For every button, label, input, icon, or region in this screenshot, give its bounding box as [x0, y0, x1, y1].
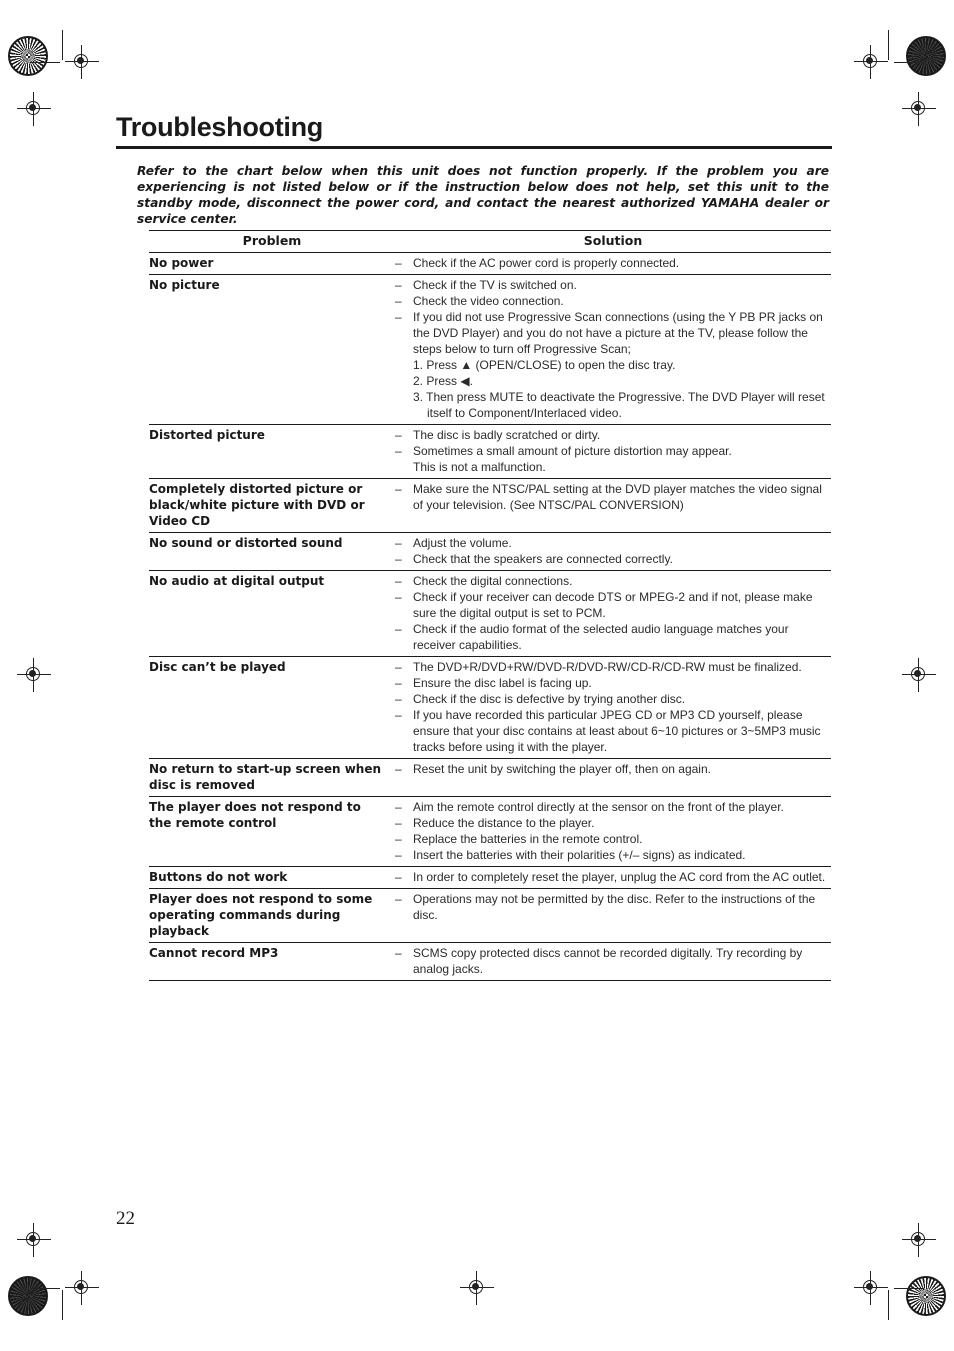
crop-line	[30, 62, 60, 63]
intro-paragraph: Refer to the chart below when this unit does not function properly. If the problem you are experiencing is not listed below or if the instruction below does not help, set this unit to the standby mode, disconnect the power cord, and contact the nearest authorized YAMAHA dealer or service center.	[137, 164, 829, 226]
solution-item	[395, 357, 831, 373]
solution-item	[395, 293, 831, 309]
table-row	[149, 867, 831, 889]
crop-line	[894, 62, 924, 63]
solution-list	[395, 255, 831, 271]
crosshair-registration-icon	[65, 1271, 99, 1305]
solution-item	[395, 847, 831, 863]
solution-list	[395, 945, 831, 977]
dash-bullet-icon: –	[395, 708, 402, 722]
dash-bullet-icon: –	[395, 552, 402, 566]
crosshair-registration-icon	[854, 45, 888, 79]
solution-text: SCMS copy protected discs cannot be recorded digitally. Try recording by analog jacks.	[413, 946, 803, 976]
problem-cell: No sound or distorted sound	[149, 533, 395, 571]
solution-item	[395, 815, 831, 831]
troubleshooting-table	[149, 230, 831, 981]
dash-bullet-icon: –	[395, 800, 402, 814]
dash-bullet-icon: –	[395, 622, 402, 636]
solution-list	[395, 869, 831, 885]
page-number: 22	[116, 1208, 135, 1229]
solution-item	[395, 255, 831, 271]
solution-text: Reduce the distance to the player.	[413, 816, 595, 830]
crosshair-registration-icon	[902, 658, 936, 692]
starburst-registration-icon	[906, 1276, 946, 1316]
dash-bullet-icon: –	[395, 574, 402, 588]
solution-list	[395, 573, 831, 653]
solution-text: The DVD+R/DVD+RW/DVD-R/DVD-RW/CD-R/CD-RW must be finalized.	[413, 660, 802, 674]
title-rule	[116, 146, 832, 149]
starburst-registration-icon	[906, 36, 946, 76]
solution-text: Check if the audio format of the selected audio language matches your receiver capabilities.	[413, 622, 789, 652]
solution-cell	[395, 425, 831, 479]
crop-line	[30, 1288, 60, 1289]
solution-text: Insert the batteries with their polarities (+/– signs) as indicated.	[413, 848, 746, 862]
solution-list	[395, 481, 831, 513]
solution-text: Replace the batteries in the remote control.	[413, 832, 643, 846]
dash-bullet-icon: –	[395, 816, 402, 830]
table-row	[149, 571, 831, 657]
table-row	[149, 479, 831, 533]
dash-bullet-icon: –	[395, 278, 402, 292]
starburst-registration-icon	[8, 1276, 48, 1316]
solution-text: If you did not use Progressive Scan connections (using the Y PB PR jacks on the DVD Player) and you do not have a picture at the TV, please follow the steps below to turn off Progressive Scan;	[413, 310, 823, 356]
dash-bullet-icon: –	[395, 676, 402, 690]
solution-item	[395, 535, 831, 551]
solution-text: Operations may not be permitted by the disc. Refer to the instructions of the disc.	[413, 892, 816, 922]
solution-item	[395, 869, 831, 885]
crop-line	[894, 1288, 924, 1289]
solution-item	[395, 831, 831, 847]
dash-bullet-icon: –	[395, 692, 402, 706]
dash-bullet-icon: –	[395, 660, 402, 674]
problem-cell: No return to start-up screen when disc is removed	[149, 759, 395, 797]
dash-bullet-icon: –	[395, 536, 402, 550]
solution-text: The disc is badly scratched or dirty.	[413, 428, 601, 442]
crosshair-registration-icon	[17, 658, 51, 692]
dash-bullet-icon: –	[395, 870, 402, 884]
solution-text: Sometimes a small amount of picture distortion may appear.	[413, 444, 732, 458]
solution-item	[395, 309, 831, 357]
solution-cell	[395, 867, 831, 889]
page-title: Troubleshooting	[116, 112, 323, 142]
solution-text: Check the digital connections.	[413, 574, 573, 588]
solution-item	[395, 761, 831, 777]
crosshair-registration-icon	[902, 1223, 936, 1257]
solution-item	[395, 373, 831, 389]
solution-list	[395, 891, 831, 923]
solution-text: Reset the unit by switching the player off, then on again.	[413, 762, 711, 776]
solution-item	[395, 891, 831, 923]
crosshair-registration-icon	[65, 45, 99, 79]
dash-bullet-icon: –	[395, 892, 402, 906]
solution-item	[395, 443, 831, 459]
solution-item	[395, 481, 831, 513]
solution-item	[395, 589, 831, 621]
solution-item	[395, 621, 831, 653]
solution-text: Adjust the volume.	[413, 536, 512, 550]
column-header-solution: Solution	[395, 231, 831, 253]
solution-item	[395, 551, 831, 567]
dash-bullet-icon: –	[395, 444, 402, 458]
crosshair-registration-icon	[17, 1223, 51, 1257]
dash-bullet-icon: –	[395, 428, 402, 442]
crosshair-registration-icon	[902, 92, 936, 126]
problem-cell: Completely distorted picture or black/white picture with DVD or Video CD	[149, 479, 395, 533]
problem-cell: No audio at digital output	[149, 571, 395, 657]
table-row	[149, 889, 831, 943]
solution-list	[395, 535, 831, 567]
column-header-problem: Problem	[149, 231, 395, 253]
table-row	[149, 797, 831, 867]
solution-cell	[395, 889, 831, 943]
problem-cell: No power	[149, 253, 395, 275]
table-row	[149, 253, 831, 275]
solution-text: 1. Press ▲ (OPEN/CLOSE) to open the disc tray.	[413, 358, 676, 372]
solution-list	[395, 799, 831, 863]
problem-cell: Disc can’t be played	[149, 657, 395, 759]
solution-text: Check if the disc is defective by trying another disc.	[413, 692, 686, 706]
crosshair-registration-icon	[854, 1271, 888, 1305]
table-row	[149, 943, 831, 981]
crosshair-registration-icon	[17, 92, 51, 126]
solution-item	[395, 277, 831, 293]
solution-list	[395, 761, 831, 777]
dash-bullet-icon: –	[395, 310, 402, 324]
dash-bullet-icon: –	[395, 482, 402, 496]
dash-bullet-icon: –	[395, 256, 402, 270]
solution-item	[395, 659, 831, 675]
crosshair-registration-icon	[460, 1271, 494, 1305]
solution-text: 3. Then press MUTE to deactivate the Progressive. The DVD Player will reset itself to Component/Interlaced video.	[413, 390, 825, 420]
table-row	[149, 533, 831, 571]
solution-cell	[395, 797, 831, 867]
solution-cell	[395, 275, 831, 425]
solution-item	[395, 389, 831, 421]
solution-text: Check that the speakers are connected correctly.	[413, 552, 673, 566]
solution-item	[395, 945, 831, 977]
solution-list	[395, 277, 831, 421]
solution-list	[395, 427, 831, 475]
solution-cell	[395, 479, 831, 533]
solution-item	[395, 573, 831, 589]
table-row	[149, 657, 831, 759]
solution-text: Check if the AC power cord is properly connected.	[413, 256, 680, 270]
dash-bullet-icon: –	[395, 762, 402, 776]
solution-item	[395, 459, 831, 475]
solution-cell	[395, 253, 831, 275]
table-row	[149, 759, 831, 797]
table-row	[149, 275, 831, 425]
solution-item	[395, 427, 831, 443]
dash-bullet-icon: –	[395, 590, 402, 604]
solution-cell	[395, 759, 831, 797]
problem-cell: The player does not respond to the remote control	[149, 797, 395, 867]
problem-cell: Buttons do not work	[149, 867, 395, 889]
crop-line	[62, 1290, 63, 1320]
solution-cell	[395, 571, 831, 657]
problem-cell: Distorted picture	[149, 425, 395, 479]
solution-item	[395, 707, 831, 755]
dash-bullet-icon: –	[395, 848, 402, 862]
dash-bullet-icon: –	[395, 946, 402, 960]
table-body	[149, 253, 831, 981]
solution-list	[395, 659, 831, 755]
dash-bullet-icon: –	[395, 294, 402, 308]
solution-item	[395, 675, 831, 691]
solution-text: 2. Press ◀.	[413, 374, 473, 388]
crop-line	[888, 30, 889, 60]
solution-text: If you have recorded this particular JPEG CD or MP3 CD yourself, please ensure that your disc contains at least about 6~10 pictures or 3~5MP3 music tracks before using it with the player.	[413, 708, 821, 754]
problem-cell: No picture	[149, 275, 395, 425]
table-header-row	[149, 231, 831, 253]
problem-cell: Player does not respond to some operating commands during playback	[149, 889, 395, 943]
solution-text: Check the video connection.	[413, 294, 564, 308]
solution-text: Check if your receiver can decode DTS or MPEG-2 and if not, please make sure the digital output is set to PCM.	[413, 590, 813, 620]
table-row	[149, 425, 831, 479]
dash-bullet-icon: –	[395, 832, 402, 846]
solution-text: Ensure the disc label is facing up.	[413, 676, 592, 690]
problem-cell: Cannot record MP3	[149, 943, 395, 981]
solution-cell	[395, 533, 831, 571]
solution-item	[395, 691, 831, 707]
solution-text: This is not a malfunction.	[413, 460, 546, 474]
solution-item	[395, 799, 831, 815]
crop-line	[62, 30, 63, 60]
solution-text: In order to completely reset the player, unplug the AC cord from the AC outlet.	[413, 870, 826, 884]
crop-line	[888, 1290, 889, 1320]
solution-cell	[395, 943, 831, 981]
solution-cell	[395, 657, 831, 759]
solution-text: Make sure the NTSC/PAL setting at the DVD player matches the video signal of your television. (See NTSC/PAL CONVERSION)	[413, 482, 822, 512]
starburst-registration-icon	[8, 36, 48, 76]
solution-text: Check if the TV is switched on.	[413, 278, 577, 292]
solution-text: Aim the remote control directly at the sensor on the front of the player.	[413, 800, 784, 814]
